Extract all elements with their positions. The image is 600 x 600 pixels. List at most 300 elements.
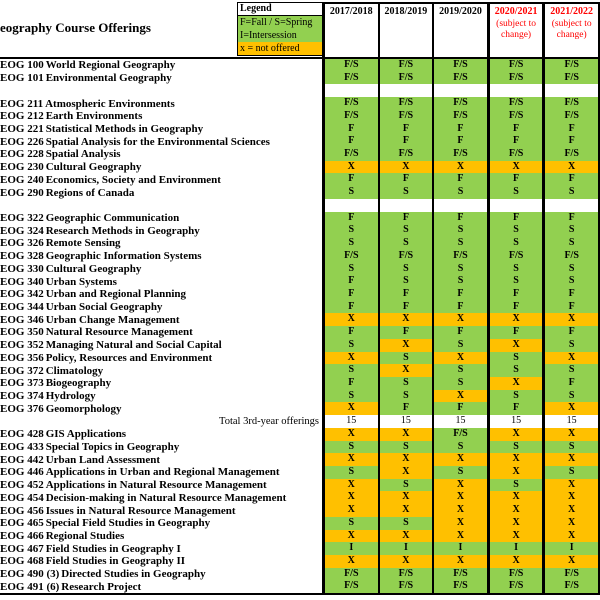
offering-cell: X xyxy=(432,491,487,504)
course-row xyxy=(0,339,600,352)
course-name: Biogeography xyxy=(45,377,112,390)
offering-cell: F/S xyxy=(487,59,543,72)
legend xyxy=(237,2,324,56)
offering-cell: X xyxy=(432,479,487,492)
course-name-cell xyxy=(0,263,322,276)
legend-header: Legend xyxy=(238,3,323,16)
offering-cell: F xyxy=(487,288,543,301)
offering-cell: F/S xyxy=(322,72,378,85)
offering-cell: S xyxy=(378,352,433,365)
offering-cell: S xyxy=(378,441,433,454)
course-row xyxy=(0,161,600,174)
offering-cell: S xyxy=(378,263,433,276)
offering-cell: S xyxy=(487,224,543,237)
course-code: EOG 374 xyxy=(0,390,44,403)
course-name: Issues in Natural Resource Management xyxy=(45,504,236,517)
offering-cell: X xyxy=(378,161,433,174)
offering-cell: F/S xyxy=(432,250,487,263)
offering-cell: X xyxy=(487,428,543,441)
course-name-cell xyxy=(0,97,322,110)
course-name-cell xyxy=(0,441,322,454)
total-row xyxy=(0,415,600,428)
course-name-cell xyxy=(0,479,322,492)
offering-cell: F/S xyxy=(322,250,378,263)
offering-cell: F xyxy=(322,173,378,186)
offering-cell: X xyxy=(542,453,600,466)
course-name-cell xyxy=(0,288,322,301)
course-name-cell xyxy=(0,173,322,186)
offering-cell: X xyxy=(378,491,433,504)
offering-cell: X xyxy=(322,313,378,326)
year-note: (subject to change) xyxy=(496,19,536,40)
offering-cell: S xyxy=(378,517,433,530)
offering-cell: F/S xyxy=(322,110,378,123)
offering-cell: I xyxy=(542,542,600,555)
course-row xyxy=(0,542,600,555)
course-row xyxy=(0,72,600,85)
offering-cell: X xyxy=(432,555,487,568)
offering-cell: F xyxy=(432,288,487,301)
course-name-cell xyxy=(0,313,322,326)
offering-cell: S xyxy=(542,364,600,377)
year-column-2021-2022 xyxy=(542,4,600,57)
offering-cell: F/S xyxy=(487,148,543,161)
offering-cell: F/S xyxy=(487,568,543,581)
offering-cell: F/S xyxy=(432,59,487,72)
course-row xyxy=(0,123,600,136)
course-name: Spatial Analysis xyxy=(45,148,121,161)
course-code: EOG 344 xyxy=(0,301,44,314)
course-name-cell xyxy=(0,352,322,365)
course-name-cell xyxy=(0,364,322,377)
offering-cell: S xyxy=(432,466,487,479)
course-name: Natural Resource Management xyxy=(45,326,193,339)
offering-cell: S xyxy=(432,339,487,352)
spacer-cell xyxy=(378,199,433,212)
course-code: EOG 328 xyxy=(0,250,44,263)
course-name-cell xyxy=(0,148,322,161)
legend-item-intersession: I=Intersession xyxy=(238,29,323,42)
offering-cell: S xyxy=(378,237,433,250)
course-row xyxy=(0,135,600,148)
course-name: Geographic Communication xyxy=(45,211,180,224)
offering-cell: F xyxy=(322,123,378,136)
offering-cell: F xyxy=(322,326,378,339)
course-name: Spatial Analysis for the Environmental Sciences xyxy=(45,135,270,148)
course-code: EOG 446 xyxy=(0,466,44,479)
course-name-cell xyxy=(0,530,322,543)
offering-cell: F/S xyxy=(378,72,433,85)
course-code: EOG 356 xyxy=(0,351,44,364)
offering-cell: S xyxy=(542,466,600,479)
spacer-cell xyxy=(487,199,543,212)
offering-cell: F/S xyxy=(432,148,487,161)
year-note: (subject to change) xyxy=(551,19,592,40)
year-label: 2018/2019 xyxy=(384,6,428,17)
course-name-cell xyxy=(0,390,322,403)
course-name-cell xyxy=(0,212,322,225)
course-row xyxy=(0,97,600,110)
course-row xyxy=(0,212,600,225)
offering-cell: X xyxy=(487,517,543,530)
offering-cell: F xyxy=(542,326,600,339)
course-row xyxy=(0,568,600,581)
course-name-cell xyxy=(0,542,322,555)
course-name-cell xyxy=(0,580,322,593)
course-name-cell xyxy=(0,135,322,148)
offering-cell: X xyxy=(542,517,600,530)
offering-cell: X xyxy=(378,428,433,441)
course-row xyxy=(0,110,600,123)
offering-cell: F/S xyxy=(542,110,600,123)
spacer-cell xyxy=(378,84,433,97)
course-name-cell xyxy=(0,402,322,415)
course-name-cell xyxy=(0,339,322,352)
offering-cell: X xyxy=(487,466,543,479)
offering-cell: X xyxy=(487,161,543,174)
course-name: Hydrology xyxy=(45,390,96,403)
offering-cell: S xyxy=(432,224,487,237)
spacer-cell xyxy=(542,84,600,97)
offering-cell: F/S xyxy=(378,110,433,123)
offering-cell: X xyxy=(542,491,600,504)
year-label: 2020/2021 xyxy=(494,6,538,17)
course-name-cell xyxy=(0,224,322,237)
course-row xyxy=(0,237,600,250)
offering-cell: S xyxy=(378,186,433,199)
offering-cell: X xyxy=(487,339,543,352)
spacer-row xyxy=(0,84,600,97)
spacer-cell xyxy=(542,199,600,212)
offering-cell: S xyxy=(542,237,600,250)
offering-cell: X xyxy=(542,352,600,365)
offering-cell: X xyxy=(487,313,543,326)
course-code: EOG 456 xyxy=(0,504,44,517)
course-name: Cultural Geography xyxy=(45,161,142,174)
legend-item-fall-spring: F=Fall / S=Spring xyxy=(238,16,323,29)
offering-cell: F xyxy=(378,135,433,148)
offering-cell: F/S xyxy=(487,72,543,85)
offering-cell: F/S xyxy=(487,97,543,110)
course-code: EOG 452 xyxy=(0,479,44,492)
offering-cell: X xyxy=(432,352,487,365)
course-code: EOG 350 xyxy=(0,326,44,339)
offering-cell: X xyxy=(322,453,378,466)
total-label-cell xyxy=(0,415,322,428)
offering-cell: S xyxy=(432,275,487,288)
offering-cell: F xyxy=(432,326,487,339)
offering-cell: F/S xyxy=(432,97,487,110)
course-name: Economics, Society and Environment xyxy=(45,173,221,186)
offering-cell: F/S xyxy=(378,97,433,110)
total-cell: 15 xyxy=(487,415,543,428)
course-name: Regional Studies xyxy=(45,529,125,542)
course-code: EOG 373 xyxy=(0,377,44,390)
offering-cell: F xyxy=(487,135,543,148)
course-name: Applications in Natural Resource Management xyxy=(45,479,267,492)
course-name-cell xyxy=(0,491,322,504)
course-code: EOG 454 xyxy=(0,491,44,504)
spacer-cell xyxy=(432,199,487,212)
course-name: Statistical Methods in Geography xyxy=(45,122,204,135)
offering-cell: S xyxy=(378,275,433,288)
offering-cell: S xyxy=(322,263,378,276)
offering-cell: F/S xyxy=(432,110,487,123)
offering-cell: F/S xyxy=(322,580,378,593)
course-name: Managing Natural and Social Capital xyxy=(45,339,222,352)
offering-cell: F xyxy=(542,123,600,136)
course-name-cell xyxy=(0,517,322,530)
offering-cell: X xyxy=(432,161,487,174)
total-label: Total 3rd-year offerings xyxy=(219,415,319,427)
spacer-name-cell xyxy=(0,84,322,97)
offering-cell: F/S xyxy=(322,97,378,110)
course-name: Special Topics in Geography xyxy=(45,440,180,453)
spacer-cell xyxy=(487,84,543,97)
offering-cell: X xyxy=(487,377,543,390)
course-name-cell xyxy=(0,301,322,314)
course-row xyxy=(0,173,600,186)
offering-cell: F xyxy=(322,135,378,148)
offering-cell: X xyxy=(432,504,487,517)
course-row xyxy=(0,390,600,403)
offering-cell: S xyxy=(542,339,600,352)
offering-cell: F/S xyxy=(542,580,600,593)
course-row xyxy=(0,530,600,543)
course-name-cell xyxy=(0,186,322,199)
offering-cell: X xyxy=(378,313,433,326)
course-name-cell xyxy=(0,504,322,517)
spacer-cell xyxy=(432,84,487,97)
course-row xyxy=(0,555,600,568)
course-row xyxy=(0,326,600,339)
course-code: EOG 100 xyxy=(0,59,44,72)
course-name: Field Studies in Geography II xyxy=(45,555,186,568)
offering-cell: S xyxy=(487,237,543,250)
total-cell: 15 xyxy=(432,415,487,428)
offering-cell: S xyxy=(432,377,487,390)
offering-cell: X xyxy=(542,479,600,492)
offering-cell: F/S xyxy=(378,148,433,161)
course-name: Urban Change Management xyxy=(45,313,180,326)
offering-cell: S xyxy=(322,466,378,479)
offering-cell: X xyxy=(378,364,433,377)
course-name: GIS Applications xyxy=(45,428,127,441)
course-name-cell xyxy=(0,123,322,136)
offering-cell: F xyxy=(542,135,600,148)
offering-cell: S xyxy=(432,364,487,377)
offering-cell: F xyxy=(378,123,433,136)
offering-cell: X xyxy=(542,161,600,174)
course-name: Policy, Resources and Environment xyxy=(45,351,213,364)
course-code: EOG 240 xyxy=(0,173,44,186)
course-name-cell xyxy=(0,555,322,568)
course-code: EOG 226 xyxy=(0,135,44,148)
offering-cell: X xyxy=(432,313,487,326)
offering-cell: X xyxy=(432,530,487,543)
course-name-cell xyxy=(0,110,322,123)
offering-cell: S xyxy=(378,479,433,492)
course-name-cell xyxy=(0,453,322,466)
course-name: Research Methods in Geography xyxy=(45,224,200,237)
offering-cell: S xyxy=(322,186,378,199)
course-row xyxy=(0,453,600,466)
offering-cell: X xyxy=(322,428,378,441)
offering-cell: X xyxy=(322,504,378,517)
course-row xyxy=(0,250,600,263)
course-name-cell xyxy=(0,161,322,174)
offering-cell: X xyxy=(378,466,433,479)
course-code: EOG 372 xyxy=(0,364,44,377)
course-row xyxy=(0,466,600,479)
course-row xyxy=(0,224,600,237)
offering-cell: F xyxy=(432,212,487,225)
total-cell: 15 xyxy=(542,415,600,428)
offering-cell: F/S xyxy=(432,580,487,593)
offering-cell: F/S xyxy=(378,568,433,581)
offering-cell: X xyxy=(432,453,487,466)
offering-cell: X xyxy=(432,390,487,403)
offering-cell: F xyxy=(487,301,543,314)
course-name: Earth Environments xyxy=(45,110,143,123)
year-column-2019-2020 xyxy=(432,4,487,57)
year-column-2020-2021 xyxy=(487,4,543,57)
offering-cell: S xyxy=(542,441,600,454)
course-name-cell xyxy=(0,326,322,339)
course-row xyxy=(0,580,600,593)
course-name: Urban Systems xyxy=(45,275,117,288)
offering-cell: F xyxy=(378,326,433,339)
offering-cell: F/S xyxy=(378,59,433,72)
offering-cell: F xyxy=(378,301,433,314)
offering-cell: X xyxy=(487,491,543,504)
course-code: EOG 101 xyxy=(0,72,44,85)
offering-cell: F xyxy=(542,212,600,225)
offering-cell: F/S xyxy=(542,72,600,85)
course-name: Urban and Regional Planning xyxy=(45,288,186,301)
offering-cell: F xyxy=(432,123,487,136)
course-name: Urban Land Assessment xyxy=(45,453,161,466)
offering-cell: X xyxy=(542,504,600,517)
course-code: EOG 290 xyxy=(0,186,44,199)
course-row xyxy=(0,377,600,390)
offering-cell: F xyxy=(542,173,600,186)
course-row xyxy=(0,352,600,365)
offering-cell: F xyxy=(432,402,487,415)
offering-cell: F/S xyxy=(432,428,487,441)
offering-cell: F/S xyxy=(322,59,378,72)
offering-cell: X xyxy=(322,402,378,415)
course-row xyxy=(0,313,600,326)
course-code: EOG 433 xyxy=(0,440,44,453)
course-row xyxy=(0,402,600,415)
offering-cell: S xyxy=(487,352,543,365)
offering-cell: S xyxy=(542,186,600,199)
offering-cell: X xyxy=(378,530,433,543)
offering-cell: X xyxy=(487,530,543,543)
year-label: 2021/2022 xyxy=(550,6,594,17)
offering-cell: S xyxy=(322,339,378,352)
course-name: Environmental Geography xyxy=(45,72,172,85)
course-row xyxy=(0,428,600,441)
offering-cell: S xyxy=(378,224,433,237)
course-code: EOG 326 xyxy=(0,237,44,250)
offering-cell: S xyxy=(542,224,600,237)
course-code: EOG 230 xyxy=(0,161,44,174)
course-name: Remote Sensing xyxy=(45,237,121,250)
course-name-cell xyxy=(0,568,322,581)
offering-cell: S xyxy=(378,377,433,390)
offering-cell: S xyxy=(542,263,600,276)
course-row xyxy=(0,517,600,530)
course-row xyxy=(0,479,600,492)
offering-cell: X xyxy=(487,504,543,517)
offering-cell: S xyxy=(322,224,378,237)
course-name: World Regional Geography xyxy=(45,59,176,72)
total-cell: 15 xyxy=(378,415,433,428)
offering-cell: S xyxy=(322,441,378,454)
offering-cell: X xyxy=(487,555,543,568)
course-code: EOG 465 xyxy=(0,517,44,530)
offering-cell: X xyxy=(487,453,543,466)
course-name: Regions of Canada xyxy=(45,186,135,199)
course-code: EOG 468 xyxy=(0,555,44,568)
offering-cell: I xyxy=(487,542,543,555)
spacer-row xyxy=(0,199,600,212)
course-code: EOG 442 xyxy=(0,453,44,466)
offering-cell: I xyxy=(432,542,487,555)
course-row xyxy=(0,441,600,454)
legend-item-not-offered: x = not offered xyxy=(238,42,323,55)
page-title: eography Course Offerings xyxy=(0,20,151,35)
offering-cell: F xyxy=(378,288,433,301)
course-name-cell xyxy=(0,72,322,85)
course-code: EOG 212 xyxy=(0,110,44,123)
offering-cell: F xyxy=(322,212,378,225)
course-code: EOG 376 xyxy=(0,402,44,415)
offering-cell: S xyxy=(322,237,378,250)
spacer-cell xyxy=(322,199,378,212)
offering-cell: F/S xyxy=(542,97,600,110)
course-name: Directed Studies in Geography xyxy=(61,568,206,581)
course-name: Field Studies in Geography I xyxy=(45,542,181,555)
offering-cell: X xyxy=(378,453,433,466)
offering-cell: F xyxy=(378,212,433,225)
course-code: EOG 490 (3) xyxy=(0,568,60,581)
offering-cell: F xyxy=(322,301,378,314)
offering-cell: S xyxy=(378,390,433,403)
offering-cell: S xyxy=(432,441,487,454)
table-body xyxy=(0,57,600,595)
course-row xyxy=(0,364,600,377)
offering-cell: S xyxy=(487,364,543,377)
offering-cell: S xyxy=(322,517,378,530)
offering-cell: F/S xyxy=(542,568,600,581)
offering-cell: F xyxy=(432,173,487,186)
offering-cell: F/S xyxy=(432,72,487,85)
course-name: Applications in Urban and Regional Management xyxy=(45,466,280,479)
offering-cell: F/S xyxy=(378,250,433,263)
offering-cell: S xyxy=(487,390,543,403)
course-name-cell xyxy=(0,377,322,390)
offering-cell: F/S xyxy=(487,580,543,593)
offering-cell: F xyxy=(487,326,543,339)
total-cell: 15 xyxy=(322,415,378,428)
offering-cell: F/S xyxy=(322,148,378,161)
course-name-cell xyxy=(0,59,322,72)
course-row xyxy=(0,301,600,314)
offering-cell: X xyxy=(322,530,378,543)
